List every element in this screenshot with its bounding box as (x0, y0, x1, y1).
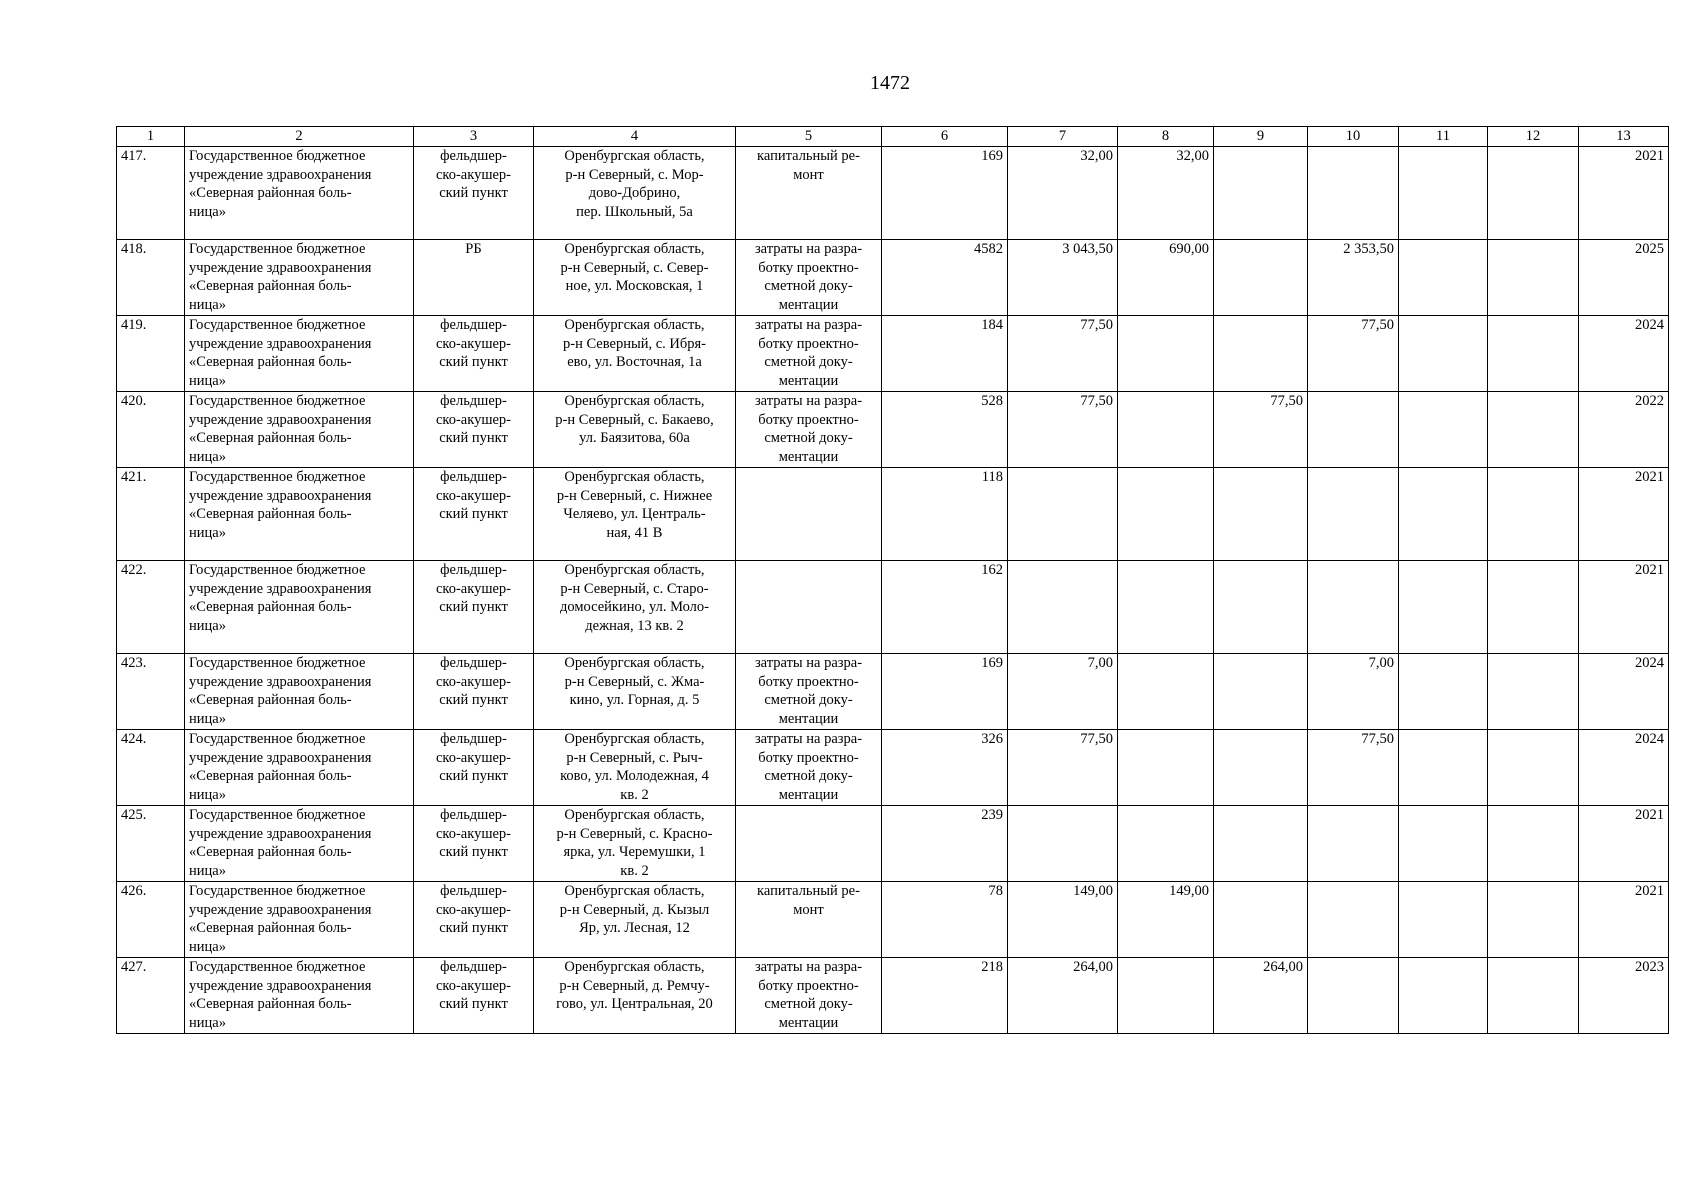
table-cell-c10 (1308, 147, 1399, 240)
column-header: 9 (1214, 127, 1308, 147)
table-cell-c11 (1399, 654, 1488, 730)
table-cell-c8 (1118, 468, 1214, 561)
table-row (117, 468, 1669, 561)
table-cell-c11 (1399, 730, 1488, 806)
table-cell-c12 (1488, 316, 1579, 392)
table-cell-c9 (1214, 730, 1308, 806)
table-cell-n: 420. (117, 392, 185, 468)
table-cell-c12 (1488, 561, 1579, 654)
table-row (117, 806, 1669, 882)
table-cell-c7: 77,50 (1008, 730, 1118, 806)
table-cell-c8: 149,00 (1118, 882, 1214, 958)
table-cell-n: 427. (117, 958, 185, 1034)
table-cell-n: 418. (117, 240, 185, 316)
table-cell-c10 (1308, 468, 1399, 561)
table-body (117, 147, 1669, 1034)
column-header: 11 (1399, 127, 1488, 147)
table-cell-type: РБ (414, 240, 534, 316)
table-cell-c11 (1399, 240, 1488, 316)
table-cell-c6: 118 (882, 468, 1008, 561)
table-cell-c9: 264,00 (1214, 958, 1308, 1034)
table-row (117, 561, 1669, 654)
table-cell-work (736, 806, 882, 882)
table-cell-c7: 77,50 (1008, 316, 1118, 392)
table-cell-n: 422. (117, 561, 185, 654)
table-cell-work: затраты на разра- ботку проектно- сметной доку- ментации (736, 240, 882, 316)
table-cell-c7 (1008, 806, 1118, 882)
table-cell-c10: 7,00 (1308, 654, 1399, 730)
table-cell-c12 (1488, 147, 1579, 240)
table-cell-n: 423. (117, 654, 185, 730)
table-cell-c7: 264,00 (1008, 958, 1118, 1034)
table-cell-org: Государственное бюджетное учреждение здравоохранения «Северная районная боль- ница» (185, 882, 414, 958)
table-cell-addr: Оренбургская область, р-н Северный, с. Мор- дово-Добрино, пер. Школьный, 5а (534, 147, 736, 240)
column-header: 12 (1488, 127, 1579, 147)
table-cell-c6: 184 (882, 316, 1008, 392)
table-cell-c10 (1308, 806, 1399, 882)
table-cell-addr: Оренбургская область, р-н Северный, с. Север- ное, ул. Московская, 1 (534, 240, 736, 316)
table-cell-work: затраты на разра- ботку проектно- сметной доку- ментации (736, 392, 882, 468)
table-cell-c10 (1308, 958, 1399, 1034)
table-cell-c9 (1214, 240, 1308, 316)
table-cell-c6: 162 (882, 561, 1008, 654)
table-row (117, 730, 1669, 806)
table-cell-addr: Оренбургская область, р-н Северный, с. Красно- ярка, ул. Черемушки, 1 кв. 2 (534, 806, 736, 882)
table-row (117, 882, 1669, 958)
table-cell-org: Государственное бюджетное учреждение здравоохранения «Северная районная боль- ница» (185, 958, 414, 1034)
column-header: 13 (1579, 127, 1669, 147)
table-cell-type: фельдшер- ско-акушер- ский пункт (414, 730, 534, 806)
table-cell-c12 (1488, 730, 1579, 806)
column-header: 3 (414, 127, 534, 147)
column-header: 6 (882, 127, 1008, 147)
table-cell-c9 (1214, 561, 1308, 654)
table-cell-c11 (1399, 806, 1488, 882)
table-cell-c13: 2023 (1579, 958, 1669, 1034)
table-cell-work: затраты на разра- ботку проектно- сметной доку- ментации (736, 958, 882, 1034)
table-cell-c7: 3 043,50 (1008, 240, 1118, 316)
table-cell-c13: 2021 (1579, 561, 1669, 654)
table-cell-c13: 2025 (1579, 240, 1669, 316)
table-cell-c11 (1399, 958, 1488, 1034)
table-cell-c7: 149,00 (1008, 882, 1118, 958)
table-cell-org: Государственное бюджетное учреждение здравоохранения «Северная районная боль- ница» (185, 730, 414, 806)
table-cell-c6: 169 (882, 654, 1008, 730)
table-cell-work: капитальный ре- монт (736, 882, 882, 958)
table-cell-addr: Оренбургская область, р-н Северный, с. Жма- кино, ул. Горная, д. 5 (534, 654, 736, 730)
table-cell-c9 (1214, 316, 1308, 392)
table-cell-c13: 2024 (1579, 730, 1669, 806)
table-cell-work: затраты на разра- ботку проектно- сметной доку- ментации (736, 654, 882, 730)
table-cell-c13: 2022 (1579, 392, 1669, 468)
column-header: 5 (736, 127, 882, 147)
table-cell-c13: 2021 (1579, 882, 1669, 958)
table-cell-c9 (1214, 882, 1308, 958)
table-cell-c11 (1399, 561, 1488, 654)
table-cell-n: 424. (117, 730, 185, 806)
table-row (117, 654, 1669, 730)
table-cell-addr: Оренбургская область, р-н Северный, д. Ремчу- гово, ул. Центральная, 20 (534, 958, 736, 1034)
table-cell-org: Государственное бюджетное учреждение здравоохранения «Северная районная боль- ница» (185, 316, 414, 392)
table-cell-c12 (1488, 468, 1579, 561)
table-row (117, 958, 1669, 1034)
table-cell-org: Государственное бюджетное учреждение здравоохранения «Северная районная боль- ница» (185, 392, 414, 468)
table-cell-c11 (1399, 882, 1488, 958)
table-cell-c8 (1118, 654, 1214, 730)
table-cell-n: 417. (117, 147, 185, 240)
column-header: 1 (117, 127, 185, 147)
table-cell-c12 (1488, 240, 1579, 316)
table-cell-addr: Оренбургская область, р-н Северный, с. Старо- домосейкино, ул. Моло- дежная, 13 кв. 2 (534, 561, 736, 654)
table-cell-c9 (1214, 654, 1308, 730)
table-cell-c13: 2024 (1579, 654, 1669, 730)
table-cell-org: Государственное бюджетное учреждение здравоохранения «Северная районная боль- ница» (185, 654, 414, 730)
table-cell-c11 (1399, 147, 1488, 240)
column-header: 4 (534, 127, 736, 147)
table-cell-c8: 690,00 (1118, 240, 1214, 316)
table-cell-type: фельдшер- ско-акушер- ский пункт (414, 561, 534, 654)
table-cell-c8 (1118, 316, 1214, 392)
table-cell-c11 (1399, 392, 1488, 468)
table-cell-c12 (1488, 654, 1579, 730)
table-cell-c6: 4582 (882, 240, 1008, 316)
column-header: 2 (185, 127, 414, 147)
table-cell-c8 (1118, 392, 1214, 468)
table-row (117, 316, 1669, 392)
table-cell-c7 (1008, 468, 1118, 561)
facilities-table (116, 126, 1669, 1034)
table-cell-n: 425. (117, 806, 185, 882)
table-cell-type: фельдшер- ско-акушер- ский пункт (414, 654, 534, 730)
table-cell-c8 (1118, 958, 1214, 1034)
column-header: 8 (1118, 127, 1214, 147)
table-cell-c10: 77,50 (1308, 316, 1399, 392)
table-cell-type: фельдшер- ско-акушер- ский пункт (414, 468, 534, 561)
column-header: 7 (1008, 127, 1118, 147)
table-cell-c6: 528 (882, 392, 1008, 468)
table-cell-type: фельдшер- ско-акушер- ский пункт (414, 316, 534, 392)
table-cell-addr: Оренбургская область, р-н Северный, с. Рыч- ково, ул. Молодежная, 4 кв. 2 (534, 730, 736, 806)
table-cell-addr: Оренбургская область, р-н Северный, с. Ибря- ево, ул. Восточная, 1а (534, 316, 736, 392)
table-cell-c7 (1008, 561, 1118, 654)
table-cell-c8 (1118, 730, 1214, 806)
table-cell-c13: 2021 (1579, 147, 1669, 240)
table-cell-org: Государственное бюджетное учреждение здравоохранения «Северная районная боль- ница» (185, 468, 414, 561)
table-cell-n: 421. (117, 468, 185, 561)
table-cell-c12 (1488, 882, 1579, 958)
table-cell-c10: 77,50 (1308, 730, 1399, 806)
table-cell-type: фельдшер- ско-акушер- ский пункт (414, 147, 534, 240)
table-cell-c10: 2 353,50 (1308, 240, 1399, 316)
table-cell-c11 (1399, 468, 1488, 561)
table-row (117, 240, 1669, 316)
table-cell-type: фельдшер- ско-акушер- ский пункт (414, 882, 534, 958)
table-cell-c9 (1214, 147, 1308, 240)
table-cell-c8 (1118, 806, 1214, 882)
table-cell-work: капитальный ре- монт (736, 147, 882, 240)
table-cell-c10 (1308, 561, 1399, 654)
table-cell-n: 426. (117, 882, 185, 958)
table-cell-c7: 7,00 (1008, 654, 1118, 730)
table-header-row (117, 127, 1669, 147)
table-cell-c6: 326 (882, 730, 1008, 806)
table-cell-org: Государственное бюджетное учреждение здравоохранения «Северная районная боль- ница» (185, 147, 414, 240)
table-cell-type: фельдшер- ско-акушер- ский пункт (414, 806, 534, 882)
table-cell-c7: 32,00 (1008, 147, 1118, 240)
table-cell-c9 (1214, 468, 1308, 561)
table-cell-c6: 169 (882, 147, 1008, 240)
table-cell-work: затраты на разра- ботку проектно- сметной доку- ментации (736, 730, 882, 806)
table-cell-c9 (1214, 806, 1308, 882)
table-cell-type: фельдшер- ско-акушер- ский пункт (414, 958, 534, 1034)
table-cell-addr: Оренбургская область, р-н Северный, с. Бакаево, ул. Баязитова, 60а (534, 392, 736, 468)
table-cell-c11 (1399, 316, 1488, 392)
table-cell-c8 (1118, 561, 1214, 654)
table-cell-c13: 2024 (1579, 316, 1669, 392)
table-cell-org: Государственное бюджетное учреждение здравоохранения «Северная районная боль- ница» (185, 561, 414, 654)
table-cell-c8: 32,00 (1118, 147, 1214, 240)
table-row (117, 147, 1669, 240)
table-cell-c12 (1488, 958, 1579, 1034)
table-cell-org: Государственное бюджетное учреждение здравоохранения «Северная районная боль- ница» (185, 806, 414, 882)
table-cell-org: Государственное бюджетное учреждение здравоохранения «Северная районная боль- ница» (185, 240, 414, 316)
table-cell-c13: 2021 (1579, 806, 1669, 882)
table-cell-c12 (1488, 392, 1579, 468)
table-cell-work (736, 468, 882, 561)
column-header: 10 (1308, 127, 1399, 147)
table-cell-addr: Оренбургская область, р-н Северный, д. Кызыл Яр, ул. Лесная, 12 (534, 882, 736, 958)
table-cell-addr: Оренбургская область, р-н Северный, с. Нижнее Челяево, ул. Централь- ная, 41 В (534, 468, 736, 561)
table-cell-c13: 2021 (1579, 468, 1669, 561)
table-cell-type: фельдшер- ско-акушер- ский пункт (414, 392, 534, 468)
table-cell-c9: 77,50 (1214, 392, 1308, 468)
table-cell-c6: 78 (882, 882, 1008, 958)
table-cell-c10 (1308, 882, 1399, 958)
table-cell-n: 419. (117, 316, 185, 392)
table-cell-c7: 77,50 (1008, 392, 1118, 468)
table-cell-c12 (1488, 806, 1579, 882)
table-cell-c6: 239 (882, 806, 1008, 882)
table-row (117, 392, 1669, 468)
page-number: 1472 (870, 72, 910, 94)
table-cell-work (736, 561, 882, 654)
table-cell-c6: 218 (882, 958, 1008, 1034)
table-cell-work: затраты на разра- ботку проектно- сметной доку- ментации (736, 316, 882, 392)
table-cell-c10 (1308, 392, 1399, 468)
